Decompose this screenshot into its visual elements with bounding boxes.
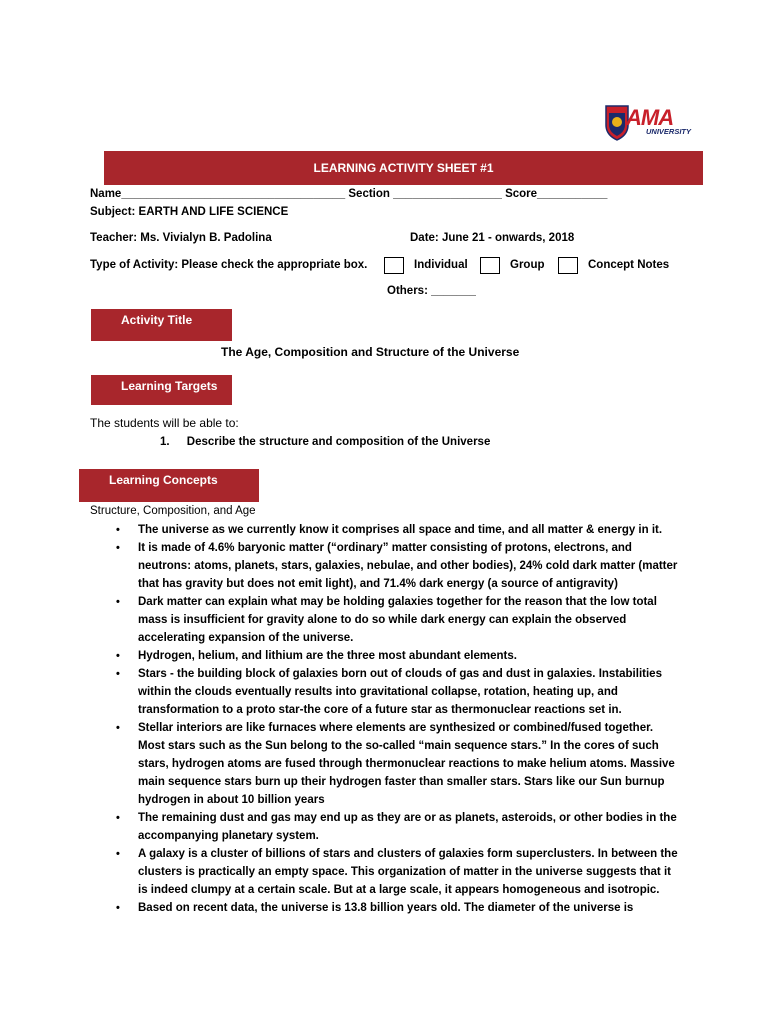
bullet: • xyxy=(116,596,120,608)
concept-item xyxy=(112,521,682,539)
bullet: • xyxy=(116,722,120,734)
name-label: Name xyxy=(90,188,122,200)
logo-text: AMA xyxy=(626,105,674,130)
concepts-heading: Structure, Composition, and Age xyxy=(90,505,256,517)
concept-item xyxy=(112,719,682,809)
concept-item xyxy=(112,809,682,845)
bullet: • xyxy=(116,650,120,662)
logo-subtext: UNIVERSITY xyxy=(646,127,692,136)
target-item-text: Describe the structure and composition of the Universe xyxy=(186,436,491,448)
concept-item-text: Hydrogen, helium, and lithium are the three most abundant elements. xyxy=(138,650,517,662)
date-line: Date: June 21 - onwards, 2018 xyxy=(410,232,575,244)
activity-type-label: Type of Activity: Please check the appropriate box. xyxy=(90,259,368,271)
bullet: • xyxy=(116,524,120,536)
concept-item xyxy=(112,665,682,719)
concept-item-text: The universe as we currently know it comprises all space and time, and all matter & energy in it. xyxy=(138,524,663,536)
learning-targets-intro: The students will be able to: xyxy=(90,416,239,430)
name-line xyxy=(90,187,607,202)
bullet: • xyxy=(116,668,120,680)
name-field[interactable]: ___________________________________ xyxy=(121,188,346,200)
score-label: Score xyxy=(505,188,538,200)
concepts-list xyxy=(112,521,682,917)
concept-item xyxy=(112,647,682,665)
score-field[interactable]: ___________ xyxy=(537,188,608,200)
concept-item xyxy=(112,593,682,647)
sheet-title-banner xyxy=(104,151,703,185)
group-option-label: Group xyxy=(510,259,545,271)
concept-item-text: The remaining dust and gas may end up as they are or as planets, asteroids, or other bodies in the accompanying planetary system. xyxy=(138,812,677,842)
activity-title-text: The Age, Composition and Structure of the Universe xyxy=(221,345,520,359)
subject-line: Subject: EARTH AND LIFE SCIENCE xyxy=(90,206,289,218)
section-field[interactable]: _________________ xyxy=(393,188,502,200)
concept-item xyxy=(112,845,682,899)
ama-university-logo xyxy=(602,103,702,143)
concept-notes-option-label: Concept Notes xyxy=(588,259,670,271)
group-checkbox[interactable] xyxy=(480,257,500,274)
concept-item-text: Based on recent data, the universe is 13.8 billion years old. The diameter of the universe is xyxy=(138,902,634,914)
learning-targets-tag-label: Learning Targets xyxy=(121,379,218,393)
concept-item-text: Dark matter can explain what may be holding galaxies together for the reason that the low total mass is insufficient for gravity alone to do so while dark energy can explain the observed accelerating expansion of the universe. xyxy=(138,596,657,644)
bullet: • xyxy=(116,812,120,824)
individual-checkbox[interactable] xyxy=(384,257,404,274)
concept-item xyxy=(112,899,682,917)
target-item-number: 1. xyxy=(160,436,170,448)
sheet-title: LEARNING ACTIVITY SHEET #1 xyxy=(313,161,494,175)
activity-title-tag xyxy=(91,309,232,341)
teacher-line: Teacher: Ms. Vivialyn B. Padolina xyxy=(90,232,272,244)
section-label: Section xyxy=(348,188,390,200)
concept-item-text: A galaxy is a cluster of billions of stars and clusters of galaxies form superclusters. In between the clusters is practically an empty space. This organization of matter in the universe suggests that it is indeed clumpy at a certain scale. But at a large scale, it appears homogeneous and isotropic. xyxy=(138,848,678,896)
bullet: • xyxy=(116,848,120,860)
bullet: • xyxy=(116,542,120,554)
concept-item-text: It is made of 4.6% baryonic matter (“ordinary” matter consisting of protons, electrons, and neutrons: atoms, planets, stars, galaxies, nebulae, and other bodies), 24% cold dark matter (matter that has gravity but does not emit light), and 71.4% dark energy (a source of antigravity) xyxy=(138,542,678,590)
concept-notes-checkbox[interactable] xyxy=(558,257,578,274)
activity-title-tag-label: Activity Title xyxy=(121,313,193,327)
others-line: Others: _______ xyxy=(387,285,476,297)
learning-concepts-tag-label: Learning Concepts xyxy=(109,473,218,487)
concept-item xyxy=(112,539,682,593)
target-item xyxy=(160,435,490,450)
concept-item-text: Stellar interiors are like furnaces where elements are synthesized or combined/fused together. Most stars such as the Sun belong to the so-called “main sequence stars.” In the cores of such stars, hydrogen atoms are fused through thermonuclear reactions to make helium atoms. Massive main sequence stars burn up their hydrogen faster than smaller stars. Stars like our Sun burnup hydrogen in about 10 billion years xyxy=(138,722,675,806)
individual-option-label: Individual xyxy=(414,259,468,271)
learning-concepts-tag xyxy=(79,469,259,502)
bullet: • xyxy=(116,902,120,914)
learning-targets-tag xyxy=(91,375,232,405)
concept-item-text: Stars - the building block of galaxies born out of clouds of gas and dust in galaxies. Instabilities within the clouds eventually results into gravitational collapse, rotation, heating up, and transformation to a proto star-the core of a future star as thermonuclear reactions set in. xyxy=(138,668,662,716)
